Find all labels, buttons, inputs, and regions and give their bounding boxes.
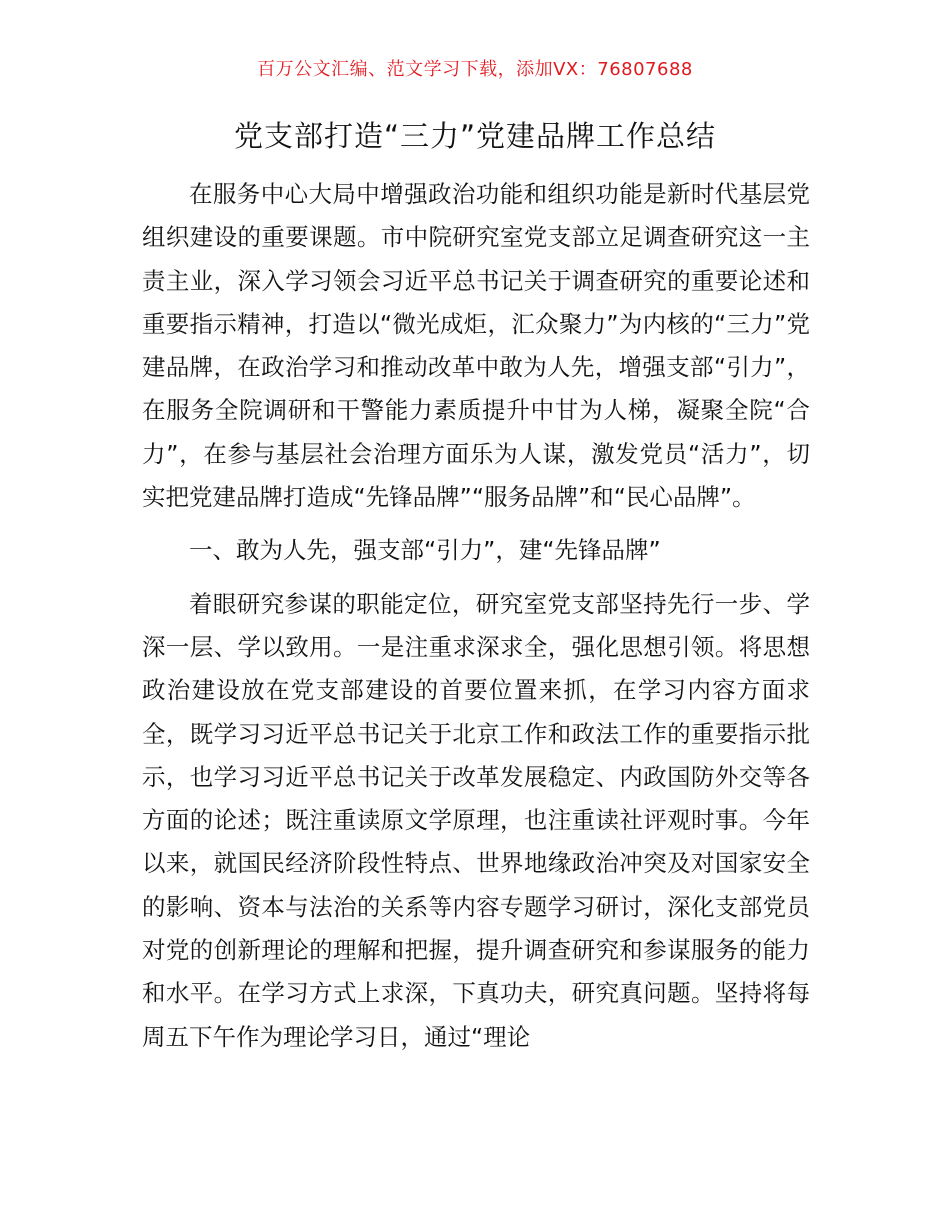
- section-heading-1: 一、敢为人先，强支部“引力”，建“先锋品牌”: [189, 536, 661, 565]
- watermark-header: 百万公文汇编、范文学习下载，添加VX：76807688: [257, 59, 693, 80]
- document-body: [142, 173, 810, 1059]
- document-title: 党支部打造“三力”党建品牌工作总结: [233, 119, 717, 153]
- paragraph-intro: 在服务中心大局中增强政治功能和组织功能是新时代基层党组织建设的重要课题。市中院研究室党支部立足调查研究这一主责主业，深入学习领会习近平总书记关于调查研究的重要论述和重要指示精神，打造以“微光成炬，汇众聚力”为内核的“三力”党建品牌，在政治学习和推动改革中敢为人先，增强支部“引力”，在服务全院调研和干警能力素质提升中甘为人梯，凝聚全院“合力”，在参与基层社会治理方面乐为人谋，激发党员“活力”，切实把党建品牌打造成“先锋品牌”“服务品牌”和“民心品牌”。: [142, 180, 810, 512]
- paragraph-section-1: 着眼研究参谋的职能定位，研究室党支部坚持先行一步、学深一层、学以致用。一是注重求深求全，强化思想引领。将思想政治建设放在党支部建设的首要位置来抓，在学习内容方面求全，既学习习近平总书记关于北京工作和政法工作的重要指示批示，也学习习近平总书记关于改革发展稳定、内政国防外交等各方面的论述；既注重读原文学原理，也注重读社评观时事。今年以来，就国民经济阶段性特点、世界地缘政治冲突及对国家安全的影响、资本与法治的关系等内容专题学习研讨，深化支部党员对党的创新理论的理解和把握，提升调查研究和参谋服务的能力和水平。在学习方式上求深，下真功夫，研究真问题。坚持将每周五下午作为理论学习日，通过“理论: [142, 589, 810, 1051]
